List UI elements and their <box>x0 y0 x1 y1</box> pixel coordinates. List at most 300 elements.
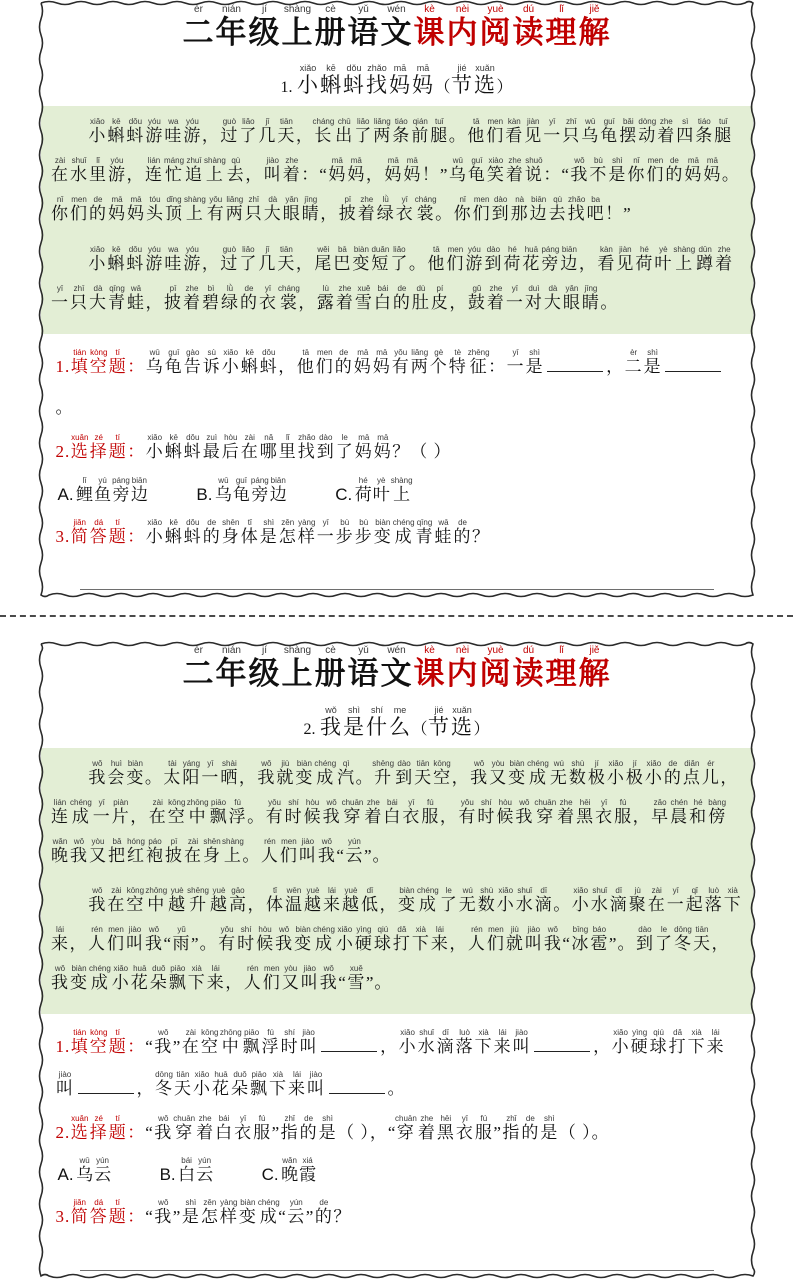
ruby-char: 霞xiá <box>299 1156 317 1185</box>
ruby-char: 上shàng <box>204 156 226 185</box>
plain-text: （ ）。 <box>558 1122 610 1142</box>
ruby-char: 游yóu <box>108 156 126 185</box>
ruby-char: 荷hé <box>354 475 372 504</box>
ruby-char: 了le <box>439 885 458 914</box>
ruby-char: 衣yī <box>595 797 614 826</box>
ruby-char: 边biān <box>560 244 579 273</box>
ruby-char: 简jiǎn <box>70 1198 89 1227</box>
ruby-char: 越yuè <box>168 885 187 914</box>
plain-text: ： <box>127 442 146 462</box>
ruby-char: 人rén <box>88 925 106 954</box>
ruby-char: 叫jiào <box>298 836 317 865</box>
ruby-char: 题tí <box>108 517 127 546</box>
ruby-char: 来lái <box>206 964 225 993</box>
option-letter: B. <box>159 1165 176 1185</box>
ruby-char: 的de <box>89 195 107 224</box>
ruby-char: 旁páng <box>250 475 269 504</box>
plain-text: ” <box>608 934 618 954</box>
ruby-char: 的de <box>334 347 353 376</box>
question-list <box>38 1014 756 1271</box>
ruby-char: 有yǒu <box>458 797 477 826</box>
plain-text: ， <box>711 934 730 954</box>
ruby-char: 见jiàn <box>616 244 635 273</box>
ruby-char: 到dào <box>491 195 510 224</box>
ruby-char: 着zhe <box>557 797 576 826</box>
ruby-char: 边biān <box>130 475 148 504</box>
ruby-char: 起qǐ <box>685 885 704 914</box>
plain-text: 。 <box>435 204 454 224</box>
ruby-char: 花huā <box>130 964 149 993</box>
ruby-char: 是shì <box>181 1198 200 1227</box>
plain-text: “ <box>145 1207 154 1227</box>
plain-text: 1. <box>55 1037 71 1057</box>
ruby-char: 蝌kē <box>240 347 259 376</box>
ruby-char: 成chéng <box>416 885 439 914</box>
ruby-char: 来lái <box>322 885 341 914</box>
ruby-char: 来lái <box>493 1028 512 1057</box>
ruby-char: 小xiǎo <box>193 1069 211 1098</box>
plain-text: ， <box>126 165 145 185</box>
ruby-char: 晚wǎn <box>51 836 69 865</box>
ruby-char: 腿tuǐ <box>430 117 449 146</box>
ruby-char: 到dào <box>395 758 414 787</box>
ruby-char: 蚪dǒu <box>259 347 278 376</box>
ruby-char: 下xià <box>687 1028 706 1057</box>
ruby-char: 时shí <box>237 925 256 954</box>
ruby-char: 低dī <box>360 885 379 914</box>
ruby-char: 册cè <box>314 645 347 692</box>
ruby-char: 选xuǎn <box>451 704 473 739</box>
ruby-char: 样yàng <box>219 1198 238 1227</box>
ruby-char: 天tiān <box>277 244 296 273</box>
plain-text: ， <box>593 1037 612 1057</box>
ruby-char: 边biān <box>529 195 548 224</box>
ruby-char: 肚dù <box>411 283 430 312</box>
ruby-char: 蛙wā <box>434 517 453 546</box>
ruby-char: 了liǎo <box>239 117 258 146</box>
ruby-char: 的de <box>665 156 684 185</box>
plain-text: ， <box>578 253 597 273</box>
ruby-char: 妈mā <box>411 63 434 98</box>
ruby-char: 叫jiào <box>512 1028 531 1057</box>
ruby-char: 两liǎng <box>410 347 429 376</box>
ruby-char: 填tián <box>70 1028 89 1057</box>
ruby-char: 冰bīng <box>571 925 590 954</box>
ruby-char: 变biàn <box>295 758 314 787</box>
plain-text: （ ）， <box>337 1122 388 1142</box>
passage-paragraph <box>51 758 743 875</box>
ruby-char: 成chéng <box>527 758 549 787</box>
plain-text: 。 <box>55 398 74 418</box>
ruby-char: 一yī <box>543 117 562 146</box>
ruby-char: 短duǎn <box>371 244 390 273</box>
ruby-char: 妈mā <box>127 195 145 224</box>
ruby-char: 连lián <box>51 797 69 826</box>
ruby-char: 语yǔ <box>347 4 380 50</box>
plain-text: ！” <box>605 204 632 224</box>
ruby-char: 过guò <box>220 244 239 273</box>
ruby-char: 小xiǎo <box>335 925 354 954</box>
ruby-char: 儿ér <box>701 758 720 787</box>
plain-text: ： <box>127 1037 146 1057</box>
ruby-char: 了liǎo <box>390 244 409 273</box>
ruby-char: 又yòu <box>489 758 508 787</box>
ruby-char: 温wēn <box>284 885 303 914</box>
ruby-char: 到dào <box>635 925 654 954</box>
plain-text: ， <box>439 806 458 826</box>
ruby-char: 旁páng <box>541 244 560 273</box>
plain-text: ： <box>127 1122 146 1142</box>
plain-text: 。 <box>721 165 740 185</box>
ruby-char: 和hé <box>689 797 708 826</box>
ruby-char: 数shù <box>477 885 496 914</box>
ruby-char: 一yī <box>505 283 524 312</box>
ruby-char: 哇wa <box>164 244 183 273</box>
ruby-char: 云yún <box>196 1156 214 1185</box>
ruby-char: 课kè <box>413 645 446 692</box>
ruby-char: 披pī <box>164 283 182 312</box>
option-letter: C. <box>335 484 353 504</box>
ruby-char: 下xià <box>411 925 430 954</box>
ruby-char: 头tóu <box>146 195 164 224</box>
ruby-char: 小xiǎo <box>611 1028 630 1057</box>
ruby-char: 成chéng <box>70 797 92 826</box>
ruby-char: 雪xuě <box>347 964 366 993</box>
plain-text: ：“ <box>543 165 570 185</box>
ruby-char: 游yóu <box>145 244 164 273</box>
ruby-char: 连lián <box>145 156 163 185</box>
ruby-char: 聚jù <box>628 885 647 914</box>
ruby-char: 不bù <box>589 156 608 185</box>
ruby-char: 你nǐ <box>627 156 646 185</box>
blank-field <box>547 354 603 372</box>
worksheet-title <box>38 4 756 50</box>
ruby-char: 荷hé <box>635 244 654 273</box>
ruby-char: 特tè <box>448 347 467 376</box>
ruby-char: 落luò <box>455 1028 474 1057</box>
ruby-char: 们men <box>279 836 298 865</box>
ruby-char: 着zhe <box>282 156 301 185</box>
plain-text: 。 <box>355 767 374 787</box>
ruby-char: 龟guī <box>600 117 619 146</box>
plain-text: 。 <box>144 767 163 787</box>
ruby-char: 他tā <box>427 244 446 273</box>
ruby-char: 在zài <box>181 1028 200 1057</box>
passage-paragraph <box>51 885 743 1002</box>
ruby-char: 点diǎn <box>682 758 701 787</box>
ruby-char: 着zhe <box>364 797 383 826</box>
ruby-char: 动dòng <box>638 117 657 146</box>
ruby-char: 雪xuě <box>354 283 373 312</box>
ruby-char: 蝌kē <box>164 517 183 546</box>
ruby-char: 我wǒ <box>543 925 562 954</box>
question-1 <box>56 1026 738 1109</box>
ruby-char: 空kòng <box>89 347 108 376</box>
plain-text: ： <box>488 356 507 376</box>
ruby-char: 乌wū <box>448 156 467 185</box>
plain-text: ， <box>295 126 314 146</box>
ruby-char: 眼yǎn <box>282 195 301 224</box>
plain-text: “ <box>163 934 173 954</box>
plain-text: ， <box>245 165 264 185</box>
plain-text: “ <box>562 934 571 954</box>
plain-text: ” <box>493 1122 502 1142</box>
ruby-char: 妈mā <box>108 195 126 224</box>
ruby-char: 绿lǜ <box>376 195 395 224</box>
ruby-char: 我wǒ <box>154 1198 173 1227</box>
ruby-char: 把bǎ <box>108 836 126 865</box>
ruby-char: 我wǒ <box>317 836 336 865</box>
plain-text: ！” <box>421 165 449 185</box>
ruby-char: 阅yuè <box>479 4 512 50</box>
ruby-char: 我wǒ <box>257 758 276 787</box>
ruby-char: 体tǐ <box>240 517 259 546</box>
ruby-char: 龟guī <box>232 475 250 504</box>
plain-text: ， <box>720 767 739 787</box>
ruby-char: 是shì <box>259 517 278 546</box>
ruby-char: 怎zěn <box>278 517 297 546</box>
ruby-char: 们men <box>315 347 334 376</box>
ruby-char: 步bù <box>354 517 373 546</box>
ruby-char: 袍páo <box>146 836 164 865</box>
ruby-char: 题tí <box>108 1028 127 1057</box>
ruby-char: 叶yè <box>372 475 390 504</box>
plain-text: ， <box>379 894 398 914</box>
answer-line <box>80 1254 714 1271</box>
question-2 <box>56 431 738 473</box>
plain-text: ， <box>69 934 88 954</box>
ruby-char: 小xiǎo <box>88 244 107 273</box>
ruby-char: 文wén <box>380 645 413 692</box>
ruby-char: 天tiān <box>414 758 433 787</box>
ruby-char: 晚wǎn <box>281 1156 299 1185</box>
plain-text: ， <box>449 934 468 954</box>
ruby-char: 小xiǎo <box>571 885 590 914</box>
ruby-char: 水shuǐ <box>515 885 534 914</box>
plain-text: 。 <box>242 845 261 865</box>
ruby-char: 睛jīng <box>301 195 320 224</box>
plain-text: ， <box>632 806 651 826</box>
option-row <box>58 475 738 514</box>
ruby-char: 来lái <box>51 925 69 954</box>
ruby-char: 告gào <box>183 347 202 376</box>
ruby-char: 上shàng <box>673 244 696 273</box>
ruby-char: 在zài <box>148 797 167 826</box>
plain-text: 3. <box>55 526 71 546</box>
ruby-char: 蚪dǒu <box>126 244 145 273</box>
ruby-char: 的de <box>392 283 411 312</box>
ruby-char: 解jiě <box>578 645 611 692</box>
ruby-char: 红hóng <box>127 836 145 865</box>
ruby-char: 蝌kē <box>107 244 126 273</box>
ruby-char: 我wǒ <box>154 1028 173 1057</box>
ruby-char: 一yī <box>316 517 335 546</box>
ruby-char: 下xià <box>723 885 742 914</box>
ruby-char: 找zhǎo <box>297 433 316 462</box>
ruby-char: 无wú <box>549 758 568 787</box>
ruby-char: 追zhuī <box>185 156 203 185</box>
ruby-char: 白bái <box>383 797 402 826</box>
ruby-char: 指zhǐ <box>502 1113 521 1142</box>
ruby-char: 天tiān <box>692 925 711 954</box>
passage-title <box>38 64 756 98</box>
ruby-char: 极jí <box>625 758 644 787</box>
ruby-char: 越yuè <box>303 885 322 914</box>
plain-text: “ <box>145 1037 154 1057</box>
ruby-char: 空kōng <box>126 885 145 914</box>
ruby-char: 的de <box>663 758 682 787</box>
ruby-char: 水shuǐ <box>70 156 88 185</box>
ruby-char: 妈mā <box>684 156 703 185</box>
ruby-char: 游yóu <box>145 117 164 146</box>
ruby-char: 朵duǒ <box>231 1069 249 1098</box>
ruby-char: 妈mā <box>703 156 722 185</box>
plain-text: ， <box>365 165 384 185</box>
ruby-char: 他tā <box>296 347 315 376</box>
ruby-char: 了le <box>335 433 354 462</box>
ruby-char: 我wǒ <box>88 758 107 787</box>
ruby-char: 我wǒ <box>51 964 69 993</box>
ruby-char: 水shuǐ <box>590 885 609 914</box>
ruby-char: 两liǎng <box>225 195 244 224</box>
ruby-char: 青qīng <box>108 283 126 312</box>
question-2 <box>56 1112 738 1154</box>
ruby-char: 我wǒ <box>70 836 88 865</box>
ruby-char: 了le <box>654 925 673 954</box>
ruby-char: 边biān <box>269 475 287 504</box>
plain-text: （ <box>434 79 451 97</box>
plain-text: ， <box>247 894 266 914</box>
ruby-char: 是shì <box>318 1113 337 1142</box>
ruby-char: 一yī <box>201 758 220 787</box>
plain-text: ： <box>127 526 146 546</box>
ruby-char: 怎zěn <box>200 1198 219 1227</box>
ruby-char: 乌wū <box>145 347 164 376</box>
option-letter: A. <box>57 1165 74 1185</box>
ruby-char: 简jiǎn <box>70 517 89 546</box>
ruby-char: 服fú <box>421 797 440 826</box>
ruby-char: 球qiú <box>373 925 392 954</box>
option-row <box>58 1155 738 1194</box>
ruby-char: 二èr <box>182 4 215 50</box>
ruby-char: 鲤lǐ <box>76 475 94 504</box>
plain-text: ： <box>127 356 146 376</box>
ruby-char: 叶yè <box>654 244 673 273</box>
ruby-char: 冬dōng <box>673 925 692 954</box>
ruby-char: 鱼yú <box>94 475 112 504</box>
plain-text: ， <box>238 767 257 787</box>
ruby-char: 候hòu <box>303 797 322 826</box>
ruby-char: 们men <box>486 117 505 146</box>
ruby-char: 理lǐ <box>545 4 578 50</box>
ruby-char: 在zài <box>107 885 126 914</box>
ruby-char: 有yǒu <box>391 347 410 376</box>
ruby-char: 裳cháng <box>414 195 437 224</box>
ruby-char: 一yī <box>506 347 525 376</box>
ruby-char: 哇wa <box>164 117 183 146</box>
ruby-char: 汽qì <box>337 758 356 787</box>
ruby-char: 着zhe <box>196 1113 215 1142</box>
ruby-char: 高gāo <box>228 885 247 914</box>
question-1 <box>56 346 738 429</box>
ruby-char: 小xiǎo <box>111 964 130 993</box>
ruby-char: 吧ba <box>586 195 605 224</box>
ruby-char: 来lái <box>430 925 449 954</box>
ruby-char: 我wǒ <box>145 925 163 954</box>
ruby-char: 青qīng <box>415 517 434 546</box>
ruby-char: 皮pí <box>430 283 449 312</box>
plain-text: ： <box>127 1207 146 1227</box>
ruby-char: 在zài <box>240 433 259 462</box>
ruby-char: 的de <box>299 1113 318 1142</box>
ruby-char: 上shàng <box>390 475 413 504</box>
ruby-char: 二èr <box>624 347 643 376</box>
ruby-char: 乌wū <box>581 117 600 146</box>
ruby-char: 妈mā <box>373 433 392 462</box>
ruby-char: 的de <box>240 283 258 312</box>
plain-text: “ <box>336 845 345 865</box>
ruby-char: 滴dī <box>609 885 628 914</box>
ruby-char: 的de <box>521 1113 540 1142</box>
ruby-char: 年nián <box>215 4 248 50</box>
blank-field <box>321 1034 377 1052</box>
ruby-char: 步bù <box>335 517 354 546</box>
ruby-char: 冬dōng <box>155 1069 173 1098</box>
ruby-char: 说shuō <box>524 156 543 185</box>
ruby-char: 有yǒu <box>265 797 284 826</box>
ruby-char: 妈mā <box>328 156 347 185</box>
plain-text: ， <box>201 126 220 146</box>
ruby-char: 们men <box>646 156 665 185</box>
ruby-char: 在zài <box>51 156 69 185</box>
ruby-char: 小xiǎo <box>88 117 107 146</box>
passage-paragraph <box>51 116 743 233</box>
ruby-char: 诉sù <box>202 347 221 376</box>
plain-text: ， <box>225 973 244 993</box>
ruby-char: 下xià <box>187 964 206 993</box>
ruby-char: 硬yìng <box>630 1028 649 1057</box>
ruby-char: 就jiù <box>505 925 524 954</box>
ruby-char: 人rén <box>260 836 279 865</box>
plain-text: ， <box>136 1078 155 1098</box>
ruby-char: 题tí <box>108 433 127 462</box>
ruby-char: 一yī <box>666 885 685 914</box>
plain-text: “ <box>338 973 347 993</box>
ruby-char: 妈mā <box>354 433 373 462</box>
ruby-char: 会huì <box>107 758 126 787</box>
section-divider <box>0 615 793 617</box>
plain-text: ” <box>172 1037 182 1057</box>
ruby-char: 忙máng <box>164 156 185 185</box>
ruby-char: 答dá <box>89 517 108 546</box>
ruby-char: 年nián <box>215 645 248 692</box>
ruby-char: 文wén <box>380 4 413 50</box>
ruby-char: 里lǐ <box>278 433 297 462</box>
ruby-char: 游yóu <box>183 117 202 146</box>
ruby-char: 择zé <box>89 433 108 462</box>
option-B <box>196 475 287 514</box>
plain-text: ” <box>305 1207 315 1227</box>
plain-text: 2. <box>55 1122 71 1142</box>
option-A <box>58 475 149 514</box>
ruby-char: 着zhe <box>486 283 505 312</box>
ruby-char: 里lǐ <box>89 156 107 185</box>
ruby-char: 指zhǐ <box>280 1113 299 1142</box>
ruby-char: 条tiáo <box>695 117 714 146</box>
ruby-char: 穿chuān <box>395 1113 417 1142</box>
ruby-char: 妈mā <box>347 156 366 185</box>
ruby-char: 叫jiào <box>524 925 543 954</box>
